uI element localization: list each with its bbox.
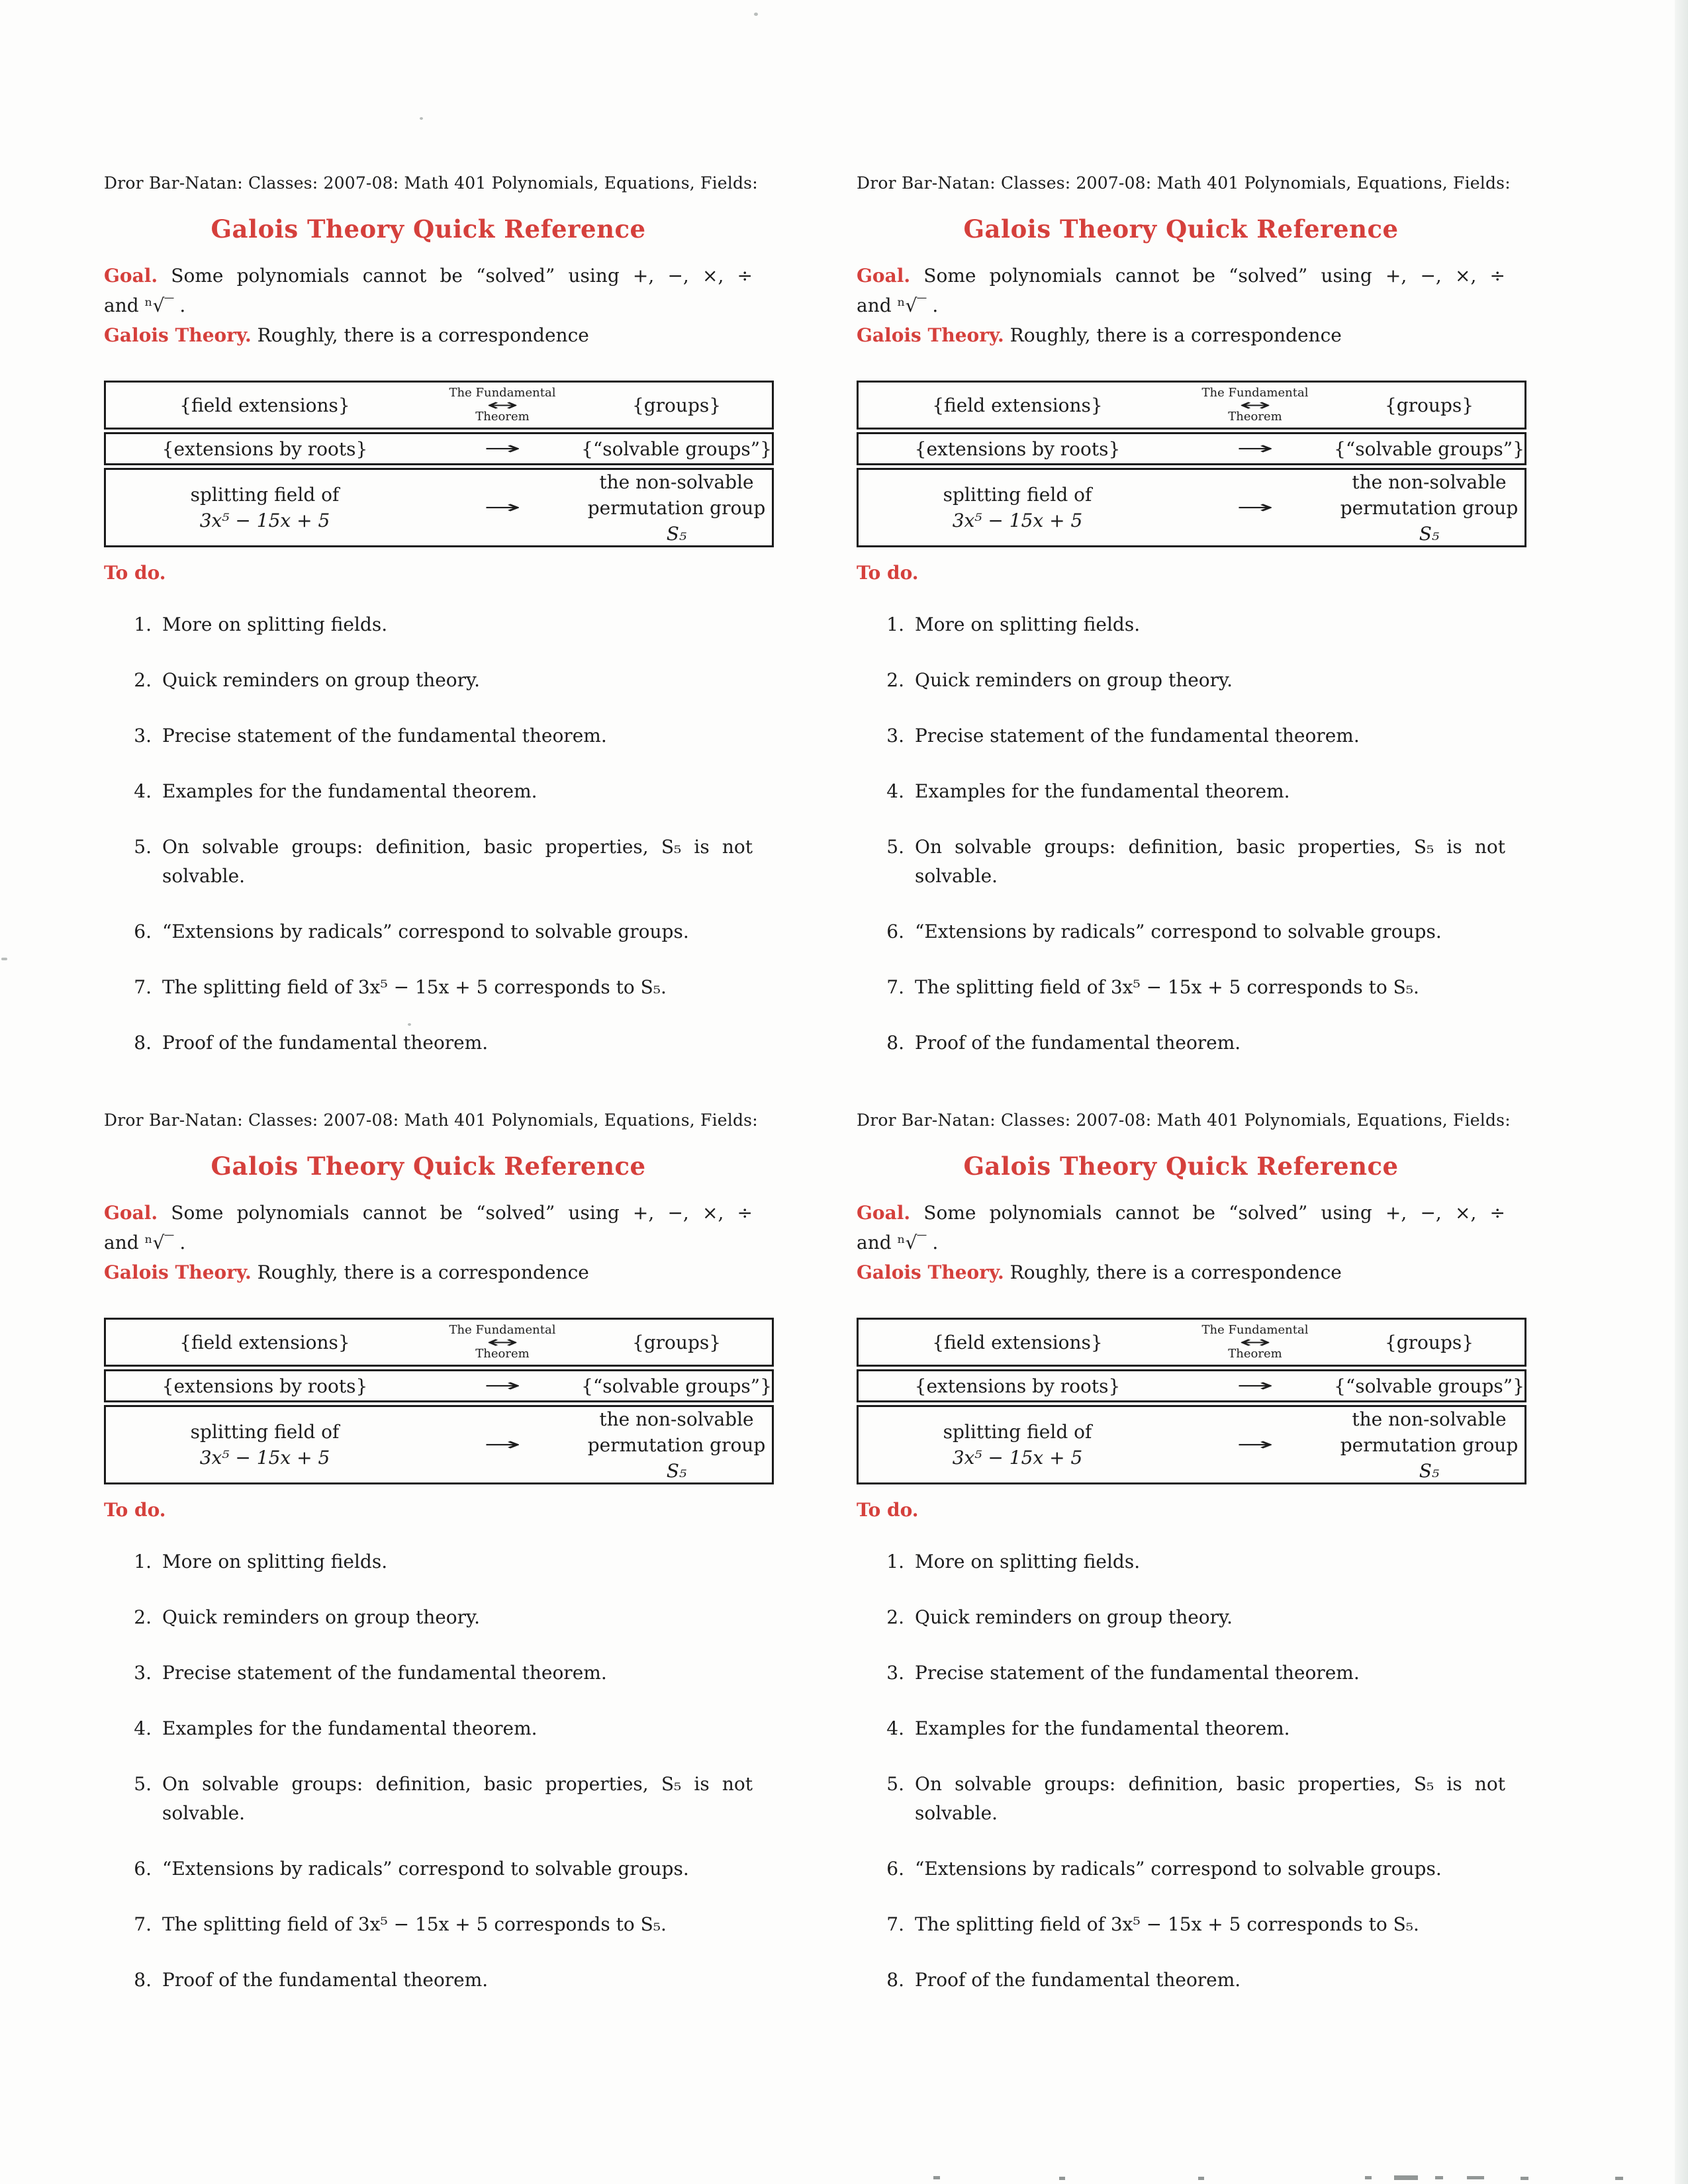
goal-paragraph — [857, 1198, 1505, 1287]
breadcrumb-header: Dror Bar-Natan: Classes: 2007-08: Math 401 Polynomials, Equations, Fields: — [857, 1111, 1511, 1130]
handout-copy — [857, 173, 1528, 1058]
correspondence-table — [104, 1318, 774, 1484]
item-text: Proof of the fundamental theorem. — [915, 1032, 1241, 1054]
item-number: 3. — [134, 1662, 152, 1684]
item-text: More on splitting fields. — [162, 1551, 388, 1572]
item-number: 4. — [886, 1717, 904, 1739]
breadcrumb-header: Dror Bar-Natan: Classes: 2007-08: Math 401 Polynomials, Equations, Fields: — [104, 173, 758, 193]
polynomial-text: 3x⁵ − 15x + 5 — [952, 1447, 1083, 1469]
todo-list — [857, 610, 1505, 1058]
cell-groups: {groups} — [632, 394, 722, 416]
table-row — [857, 432, 1526, 465]
list-item — [857, 610, 1505, 639]
goal-line-1 — [104, 261, 753, 291]
handout-copy — [104, 173, 776, 1058]
right-arrow-icon: → — [1236, 439, 1274, 459]
right-arrow-icon: → — [483, 439, 522, 459]
cell-splitting-field — [859, 482, 1176, 533]
left-right-arrow-icon: ↔ — [486, 396, 519, 414]
galois-theory-text: Roughly, there is a correspondence — [1009, 324, 1342, 346]
goal-line-1 — [857, 261, 1505, 291]
correspondence-table — [857, 381, 1526, 547]
list-item — [857, 1910, 1505, 1939]
cell-extensions-by-roots: {extensions by roots} — [914, 437, 1121, 460]
table-row — [104, 381, 774, 430]
right-arrow-icon: → — [483, 1435, 522, 1455]
s5-symbol: S₅ — [666, 522, 687, 545]
item-text: Proof of the fundamental theorem. — [162, 1032, 489, 1054]
item-number: 1. — [134, 614, 152, 635]
list-item — [104, 1770, 753, 1828]
table-row — [857, 1405, 1526, 1484]
list-item — [857, 973, 1505, 1002]
list-item — [857, 1770, 1505, 1828]
table-row — [104, 468, 774, 547]
item-text: Examples for the fundamental theorem. — [915, 780, 1290, 802]
list-item — [104, 1966, 753, 1995]
item-text: The splitting field of 3x⁵ − 15x + 5 corresponds to S₅. — [162, 976, 667, 998]
item-number: 4. — [134, 1717, 152, 1739]
cell-extensions-by-roots: {extensions by roots} — [162, 1375, 368, 1397]
permutation-group-text: permutation group — [1340, 1433, 1519, 1456]
cell-solvable-groups: {“solvable groups”} — [1334, 437, 1524, 460]
right-arrow-icon: → — [1236, 498, 1274, 518]
item-number: 6. — [134, 1858, 152, 1880]
non-solvable-text: the non-solvable — [599, 471, 754, 493]
table-row — [857, 1318, 1526, 1367]
item-text: The splitting field of 3x⁵ − 15x + 5 corresponds to S₅. — [915, 976, 1419, 998]
list-item — [104, 1603, 753, 1632]
cell-s5-group — [581, 1406, 772, 1484]
non-solvable-text: the non-solvable — [1352, 471, 1507, 493]
list-item — [104, 1028, 753, 1058]
fundamental-label-bottom: Theorem — [475, 1347, 530, 1361]
cell-splitting-field — [859, 1419, 1176, 1471]
item-text: Quick reminders on group theory. — [162, 669, 481, 691]
item-text: The splitting field of 3x⁵ − 15x + 5 corresponds to S₅. — [915, 1913, 1419, 1935]
list-item — [857, 666, 1505, 695]
item-number: 2. — [134, 1606, 152, 1628]
list-item — [104, 666, 753, 695]
cell-maps-to — [424, 440, 581, 457]
polynomial-text: 3x⁵ − 15x + 5 — [199, 510, 330, 531]
cell-solvable-groups: {“solvable groups”} — [581, 437, 772, 460]
splitting-field-text: splitting field of — [190, 1421, 340, 1443]
item-number: 7. — [886, 976, 904, 998]
list-item — [104, 777, 753, 806]
goal-text: Some polynomials cannot be “solved” using +, −, ×, ÷ — [923, 265, 1505, 287]
scan-noise-dash — [1615, 2177, 1623, 2180]
fundamental-label-bottom: Theorem — [475, 410, 530, 424]
table-row — [104, 1405, 774, 1484]
cell-maps-to — [1176, 440, 1334, 457]
scan-speck — [754, 13, 758, 16]
cell-splitting-field — [106, 1419, 424, 1471]
todo-list — [857, 1547, 1505, 1995]
cell-fundamental-theorem — [1176, 387, 1334, 424]
polynomial-text: 3x⁵ − 15x + 5 — [199, 1447, 330, 1469]
list-item — [857, 1659, 1505, 1688]
galois-theory-label: Galois Theory. — [104, 1261, 252, 1283]
item-text: On solvable groups: definition, basic properties, S₅ is not solvable. — [162, 836, 753, 887]
item-text: Examples for the fundamental theorem. — [162, 780, 538, 802]
galois-theory-text: Roughly, there is a correspondence — [1009, 1261, 1342, 1283]
list-item — [857, 1028, 1505, 1058]
goal-paragraph — [857, 261, 1505, 350]
list-item — [104, 1714, 753, 1743]
item-text: Examples for the fundamental theorem. — [162, 1717, 538, 1739]
item-text: Precise statement of the fundamental theorem. — [162, 1662, 607, 1684]
goal-line-2: and ⁿ√‾ . — [857, 295, 939, 316]
cell-groups: {groups} — [1384, 394, 1474, 416]
item-number: 3. — [134, 725, 152, 747]
goal-label: Goal. — [857, 1202, 911, 1224]
cell-splitting-field — [106, 482, 424, 533]
page-title: Galois Theory Quick Reference — [211, 1152, 646, 1181]
non-solvable-text: the non-solvable — [599, 1408, 754, 1430]
item-number: 3. — [886, 1662, 904, 1684]
item-number: 6. — [134, 921, 152, 942]
scan-noise-dash — [1467, 2176, 1484, 2179]
list-item — [104, 610, 753, 639]
item-text: Precise statement of the fundamental theorem. — [162, 725, 607, 747]
table-row — [857, 381, 1526, 430]
galois-theory-line — [104, 320, 753, 350]
cell-solvable-groups: {“solvable groups”} — [581, 1375, 772, 1397]
list-item — [104, 833, 753, 891]
goal-line-1 — [104, 1198, 753, 1228]
table-row — [857, 1369, 1526, 1402]
item-number: 5. — [886, 836, 904, 858]
right-arrow-icon: → — [1236, 1435, 1274, 1455]
item-text: Precise statement of the fundamental theorem. — [915, 725, 1360, 747]
item-text: The splitting field of 3x⁵ − 15x + 5 corresponds to S₅. — [162, 1913, 667, 1935]
correspondence-table — [104, 381, 774, 547]
list-item — [857, 777, 1505, 806]
item-text: On solvable groups: definition, basic properties, S₅ is not solvable. — [162, 1773, 753, 1824]
goal-paragraph — [104, 261, 753, 350]
cell-extensions-by-roots: {extensions by roots} — [914, 1375, 1121, 1397]
permutation-group-text: permutation group — [1340, 496, 1519, 519]
scan-speck — [420, 117, 423, 120]
cell-field-extensions: {field extensions} — [932, 1331, 1103, 1353]
breadcrumb-header: Dror Bar-Natan: Classes: 2007-08: Math 401 Polynomials, Equations, Fields: — [104, 1111, 758, 1130]
table-row — [104, 1318, 774, 1367]
item-number: 8. — [134, 1032, 152, 1054]
fundamental-label-top: The Fundamental — [1201, 1323, 1309, 1337]
item-number: 7. — [134, 976, 152, 998]
galois-theory-label: Galois Theory. — [857, 1261, 1004, 1283]
fundamental-label-bottom: Theorem — [1228, 410, 1282, 424]
scan-speck — [1, 958, 7, 960]
galois-theory-line — [857, 320, 1505, 350]
item-number: 5. — [134, 836, 152, 858]
item-text: More on splitting fields. — [915, 1551, 1141, 1572]
list-item — [104, 1910, 753, 1939]
scan-edge-strip — [1675, 0, 1688, 2184]
page-title: Galois Theory Quick Reference — [963, 1152, 1399, 1181]
s5-symbol: S₅ — [666, 1459, 687, 1482]
left-right-arrow-icon: ↔ — [486, 1333, 519, 1351]
item-text: Proof of the fundamental theorem. — [915, 1969, 1241, 1991]
item-number: 2. — [886, 669, 904, 691]
list-item — [857, 833, 1505, 891]
cell-groups: {groups} — [1384, 1331, 1474, 1353]
list-item — [104, 1659, 753, 1688]
goal-line-2: and ⁿ√‾ . — [104, 1232, 186, 1253]
scan-noise-dash — [1521, 2177, 1528, 2180]
item-text: Quick reminders on group theory. — [162, 1606, 481, 1628]
scan-noise-dash — [1059, 2177, 1065, 2180]
cell-fundamental-theorem — [424, 387, 581, 424]
table-row — [104, 1369, 774, 1402]
cell-maps-to — [1176, 1436, 1334, 1453]
item-text: “Extensions by radicals” correspond to solvable groups. — [162, 921, 689, 942]
scan-noise-dash — [1365, 2176, 1372, 2179]
item-text: On solvable groups: definition, basic properties, S₅ is not solvable. — [915, 836, 1505, 887]
todo-heading: To do. — [104, 562, 166, 584]
galois-theory-text: Roughly, there is a correspondence — [257, 324, 589, 346]
galois-theory-label: Galois Theory. — [857, 324, 1004, 346]
todo-heading: To do. — [104, 1499, 166, 1521]
list-item — [104, 973, 753, 1002]
left-right-arrow-icon: ↔ — [1239, 1333, 1272, 1351]
list-item — [104, 917, 753, 946]
item-text: Quick reminders on group theory. — [915, 669, 1233, 691]
item-number: 2. — [886, 1606, 904, 1628]
todo-list — [104, 1547, 753, 1995]
item-number: 4. — [134, 780, 152, 802]
item-number: 2. — [134, 669, 152, 691]
item-number: 7. — [886, 1913, 904, 1935]
left-right-arrow-icon: ↔ — [1239, 396, 1272, 414]
galois-theory-line — [857, 1257, 1505, 1287]
todo-heading: To do. — [857, 562, 919, 584]
handout-copy — [104, 1111, 776, 1995]
list-item — [857, 1547, 1505, 1576]
item-text: Examples for the fundamental theorem. — [915, 1717, 1290, 1739]
item-text: “Extensions by radicals” correspond to solvable groups. — [915, 921, 1442, 942]
goal-label: Goal. — [104, 1202, 158, 1224]
galois-theory-label: Galois Theory. — [104, 324, 252, 346]
page-title: Galois Theory Quick Reference — [963, 214, 1399, 244]
scan-noise-dash — [1394, 2175, 1418, 2180]
list-item — [857, 721, 1505, 751]
non-solvable-text: the non-solvable — [1352, 1408, 1507, 1430]
splitting-field-text: splitting field of — [190, 484, 340, 506]
galois-theory-line — [104, 1257, 753, 1287]
list-item — [104, 1854, 753, 1884]
galois-theory-text: Roughly, there is a correspondence — [257, 1261, 589, 1283]
cell-field-extensions: {field extensions} — [179, 1331, 350, 1353]
cell-maps-to — [424, 1377, 581, 1394]
right-arrow-icon: → — [483, 1376, 522, 1396]
item-number: 6. — [886, 1858, 904, 1880]
item-text: “Extensions by radicals” correspond to solvable groups. — [162, 1858, 689, 1880]
polynomial-text: 3x⁵ − 15x + 5 — [952, 510, 1083, 531]
list-item — [104, 1547, 753, 1576]
cell-extensions-by-roots: {extensions by roots} — [162, 437, 368, 460]
page-title: Galois Theory Quick Reference — [211, 214, 646, 244]
item-number: 1. — [886, 1551, 904, 1572]
item-text: On solvable groups: definition, basic properties, S₅ is not solvable. — [915, 1773, 1505, 1824]
cell-s5-group — [581, 469, 772, 547]
item-text: Quick reminders on group theory. — [915, 1606, 1233, 1628]
cell-s5-group — [1334, 1406, 1524, 1484]
list-item — [857, 917, 1505, 946]
goal-text: Some polynomials cannot be “solved” using +, −, ×, ÷ — [923, 1202, 1505, 1224]
cell-s5-group — [1334, 469, 1524, 547]
list-item — [857, 1714, 1505, 1743]
item-number: 3. — [886, 725, 904, 747]
goal-text: Some polynomials cannot be “solved” using +, −, ×, ÷ — [171, 265, 753, 287]
list-item — [857, 1603, 1505, 1632]
list-item — [857, 1966, 1505, 1995]
item-number: 5. — [886, 1773, 904, 1795]
item-number: 7. — [134, 1913, 152, 1935]
item-number: 4. — [886, 780, 904, 802]
goal-line-2: and ⁿ√‾ . — [857, 1232, 939, 1253]
cell-groups: {groups} — [632, 1331, 722, 1353]
item-text: More on splitting fields. — [162, 614, 388, 635]
fundamental-label-bottom: Theorem — [1228, 1347, 1282, 1361]
permutation-group-text: permutation group — [587, 1433, 766, 1456]
item-number: 8. — [134, 1969, 152, 1991]
item-text: Proof of the fundamental theorem. — [162, 1969, 489, 1991]
item-number: 1. — [886, 614, 904, 635]
splitting-field-text: splitting field of — [943, 1421, 1092, 1443]
goal-label: Goal. — [104, 265, 158, 287]
right-arrow-icon: → — [1236, 1376, 1274, 1396]
goal-text: Some polynomials cannot be “solved” using +, −, ×, ÷ — [171, 1202, 753, 1224]
right-arrow-icon: → — [483, 498, 522, 518]
permutation-group-text: permutation group — [587, 496, 766, 519]
item-number: 8. — [886, 1969, 904, 1991]
todo-list — [104, 610, 753, 1058]
cell-field-extensions: {field extensions} — [932, 394, 1103, 416]
cell-solvable-groups: {“solvable groups”} — [1334, 1375, 1524, 1397]
scan-noise-dash — [1435, 2176, 1443, 2179]
scan-noise-dash — [1198, 2177, 1204, 2180]
fundamental-label-top: The Fundamental — [449, 386, 556, 400]
cell-maps-to — [1176, 1377, 1334, 1394]
scan-noise-dash — [933, 2176, 940, 2179]
cell-fundamental-theorem — [424, 1324, 581, 1361]
fundamental-label-top: The Fundamental — [1201, 386, 1309, 400]
item-number: 1. — [134, 1551, 152, 1572]
list-item — [104, 721, 753, 751]
todo-heading: To do. — [857, 1499, 919, 1521]
splitting-field-text: splitting field of — [943, 484, 1092, 506]
goal-line-1 — [857, 1198, 1505, 1228]
cell-maps-to — [424, 499, 581, 516]
list-item — [857, 1854, 1505, 1884]
item-number: 8. — [886, 1032, 904, 1054]
cell-maps-to — [1176, 499, 1334, 516]
item-text: “Extensions by radicals” correspond to solvable groups. — [915, 1858, 1442, 1880]
goal-label: Goal. — [857, 265, 911, 287]
scan-speck — [408, 1023, 411, 1026]
s5-symbol: S₅ — [1419, 1459, 1440, 1482]
item-number: 6. — [886, 921, 904, 942]
item-text: Precise statement of the fundamental theorem. — [915, 1662, 1360, 1684]
table-row — [857, 468, 1526, 547]
cell-maps-to — [424, 1436, 581, 1453]
s5-symbol: S₅ — [1419, 522, 1440, 545]
table-row — [104, 432, 774, 465]
cell-fundamental-theorem — [1176, 1324, 1334, 1361]
breadcrumb-header: Dror Bar-Natan: Classes: 2007-08: Math 401 Polynomials, Equations, Fields: — [857, 173, 1511, 193]
cell-field-extensions: {field extensions} — [179, 394, 350, 416]
goal-line-2: and ⁿ√‾ . — [104, 295, 186, 316]
goal-paragraph — [104, 1198, 753, 1287]
item-number: 5. — [134, 1773, 152, 1795]
handout-copy — [857, 1111, 1528, 1995]
fundamental-label-top: The Fundamental — [449, 1323, 556, 1337]
correspondence-table — [857, 1318, 1526, 1484]
item-text: More on splitting fields. — [915, 614, 1141, 635]
